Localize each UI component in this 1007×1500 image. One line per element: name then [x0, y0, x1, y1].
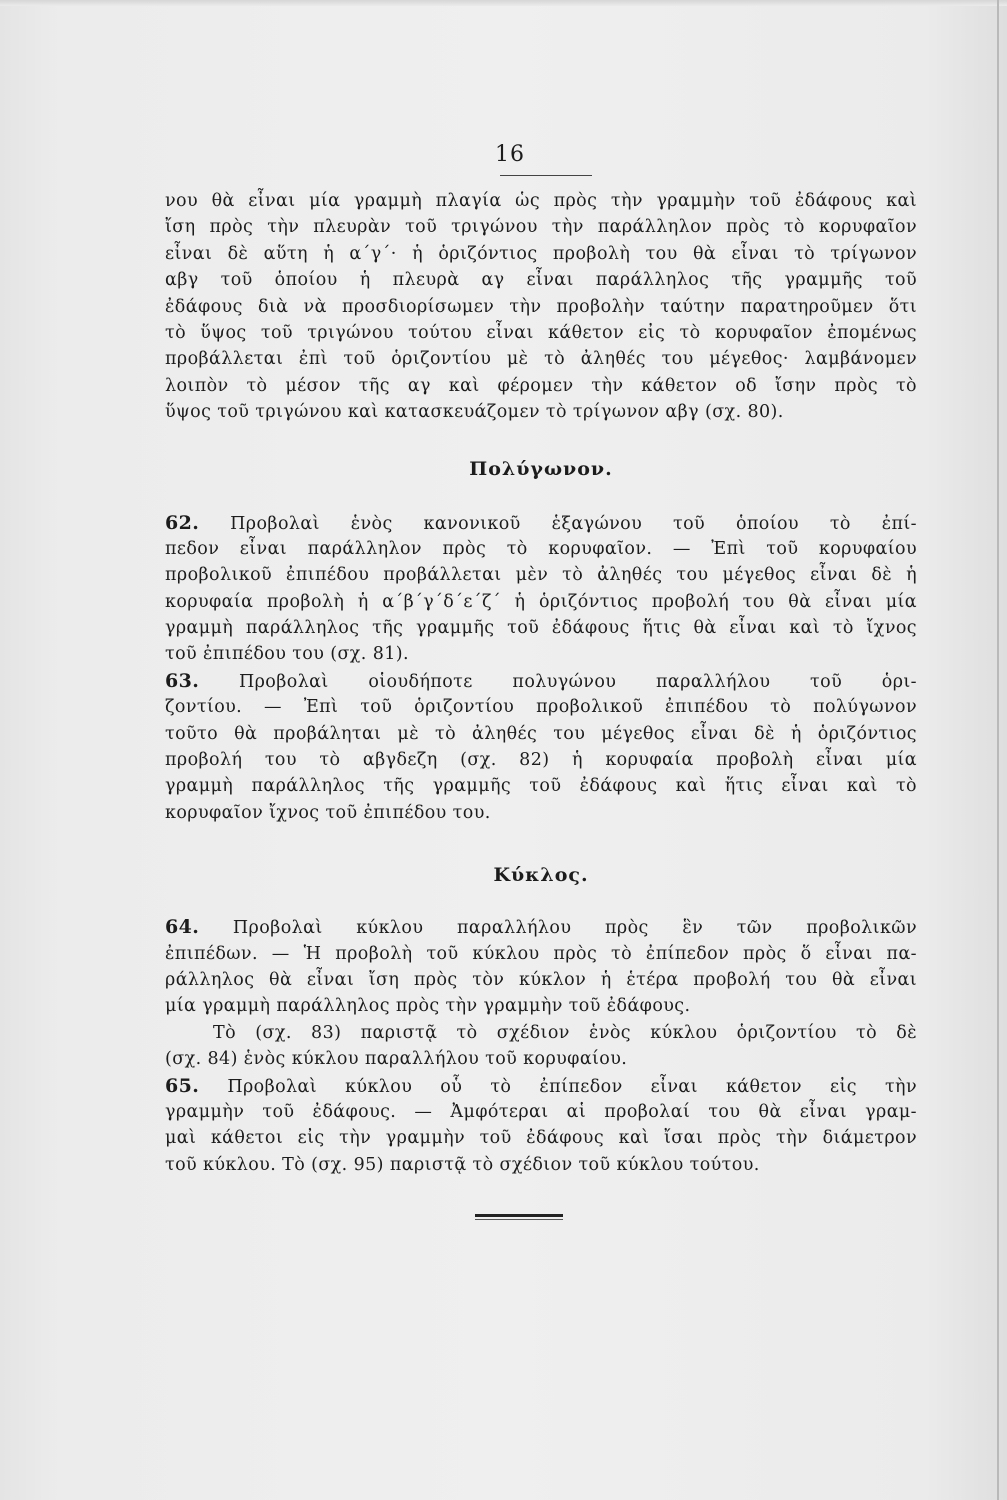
page-top-shadow: [0, 0, 1007, 6]
text-line: [165, 668, 917, 694]
text-line: ζοντίου. — Ἐπὶ τοῦ ὁριζοντίου προβολικοῦ ἐπιπέδου τὸ πολύγωνον: [165, 697, 917, 718]
text-line: τοῦτο θὰ προβάληται μὲ τὸ ἀληθές του μέγεθος εἶναι δὲ ἡ ὁριζόντιος: [165, 723, 917, 744]
text-line: αβγ τοῦ ὁποίου ἡ πλευρὰ αγ εἶναι παράλληλος τῆς γραμμῆς τοῦ: [165, 270, 917, 291]
text-line: [165, 510, 917, 536]
section-number: 64.: [165, 916, 200, 939]
text-line: μία γραμμὴ παράλληλος πρὸς τὴν γραμμὴν τοῦ ἐδάφους.: [165, 996, 691, 1017]
section-number: 65.: [165, 1074, 200, 1097]
text-line: ἐπιπέδων. — Ἡ προβολὴ τοῦ κύκλου πρὸς τὸ ἐπίπεδον πρὸς ὅ εἶναι πα-: [165, 943, 917, 964]
text-line: ράλληλος θὰ εἶναι ἴση πρὸς τὸν κύκλον ἡ ἑτέρα προβολή του θὰ εἶναι: [165, 969, 917, 990]
text-line: πεδον εἶναι παράλληλον πρὸς τὸ κορυφαῖον. — Ἐπὶ τοῦ κορυφαίου: [165, 538, 917, 559]
text-line: μαὶ κάθετοι εἰς τὴν γραμμὴν τοῦ ἐδάφους καὶ ἴσαι πρὸς τὴν διάμετρον: [165, 1128, 917, 1149]
text-line-content: Προβολαὶ ἑνὸς κανονικοῦ ἑξαγώνου τοῦ ὁποίου τὸ ἐπί-: [230, 513, 917, 534]
text-line-content: Προβολαὶ οἱουδήποτε πολυγώνου παραλλήλου τοῦ ὁρι-: [238, 671, 917, 692]
text-line: εἶναι δὲ αὕτη ἡ α΄γ΄· ἡ ὁριζόντιος προβολὴ του θὰ εἶναι τὸ τρίγωνον: [165, 243, 917, 264]
section-63: [165, 668, 917, 826]
section-62: [165, 510, 917, 668]
text-line: λοιπὸν τὸ μέσον τῆς αγ καὶ φέρομεν τὴν κάθετον οδ ἴσην πρὸς τὸ: [165, 375, 917, 396]
text-line-content: Προβολαὶ κύκλου οὗ τὸ ἐπίπεδον εἶναι κάθετον εἰς τὴν: [227, 1076, 917, 1097]
section-heading-circle: Κύκλος.: [493, 864, 589, 887]
section-number: 62.: [165, 511, 200, 534]
text-line: τοῦ κύκλου. Τὸ (σχ. 95) παριστᾷ τὸ σχέδιον τοῦ κύκλου τούτου.: [165, 1154, 760, 1175]
section-65: [165, 1073, 917, 1179]
text-line: Τὸ (σχ. 83) παριστᾷ τὸ σχέδιον ἑνὸς κύκλου ὁριζοντίου τὸ δὲ: [213, 1022, 917, 1043]
text-line: γραμμὴ παράλληλος τῆς γραμμῆς τοῦ ἐδάφους καὶ ἥτις εἶναι καὶ τὸ: [165, 776, 917, 797]
text-line: (σχ. 84) ἑνὸς κύκλου παραλλήλου τοῦ κορυφαίου.: [165, 1049, 628, 1070]
text-line: ἐδάφους διὰ νὰ προσδιορίσωμεν τὴν προβολὴν ταύτην παρατηροῦμεν ὅτι: [165, 296, 917, 317]
end-rule: [475, 1214, 563, 1221]
intro-paragraph: [165, 188, 917, 426]
page-number: 16: [495, 142, 525, 167]
section-heading-polygon: Πολύγωνον.: [469, 457, 613, 480]
text-line: [165, 1073, 917, 1099]
page-number-rule: [500, 175, 592, 176]
page-body: [165, 188, 917, 1178]
text-line: κορυφαία προβολὴ ἡ α΄β΄γ΄δ΄ε΄ζ΄ ἡ ὁριζόντιος προβολή του θὰ εἶναι μία: [165, 591, 917, 612]
text-line: [165, 914, 917, 940]
text-line: γραμμὴ παράλληλος τῆς γραμμῆς τοῦ ἐδάφους ἥτις θὰ εἶναι καὶ τὸ ἴχνος: [165, 618, 917, 639]
section-number: 63.: [165, 669, 200, 692]
text-line: τοῦ ἐπιπέδου του (σχ. 81).: [165, 644, 409, 665]
text-line: προβολικοῦ ἐπιπέδου προβάλλεται μὲν τὸ ἀληθές του μέγεθος εἶναι δὲ ἡ: [165, 565, 917, 586]
text-line: προβολή του τὸ αβγδεζη (σχ. 82) ἡ κορυφαία προβολὴ εἶναι μία: [165, 750, 917, 771]
text-line: προβάλλεται ἐπὶ τοῦ ὁριζοντίου μὲ τὸ ἀληθές του μέγεθος· λαμβάνομεν: [165, 349, 917, 370]
section-64: [165, 914, 917, 1072]
text-line: ἴση πρὸς τὴν πλευρὰν τοῦ τριγώνου τὴν παράλληλον πρὸς τὸ κορυφαῖον: [165, 217, 917, 238]
text-line: κορυφαῖον ἴχνος τοῦ ἐπιπέδου του.: [165, 802, 491, 823]
text-line: ὕψος τοῦ τριγώνου καὶ κατασκευάζομεν τὸ τρίγωνον αβγ (σχ. 80).: [165, 402, 784, 423]
text-line: γραμμὴν τοῦ ἐδάφους. — Ἀμφότεραι αἱ προβολαί του θὰ εἶναι γραμ-: [165, 1101, 917, 1122]
text-line: τὸ ὕψος τοῦ τριγώνου τούτου εἶναι κάθετον εἰς τὸ κορυφαῖον ἐπομένως: [165, 322, 917, 343]
text-line: νου θὰ εἶναι μία γραμμὴ πλαγία ὡς πρὸς τὴν γραμμὴν τοῦ ἐδάφους καὶ: [165, 191, 917, 211]
text-line-content: Προβολαὶ κύκλου παραλλήλου πρὸς ἓν τῶν προβολικῶν: [232, 918, 917, 939]
page-right-edge: [997, 0, 999, 1500]
